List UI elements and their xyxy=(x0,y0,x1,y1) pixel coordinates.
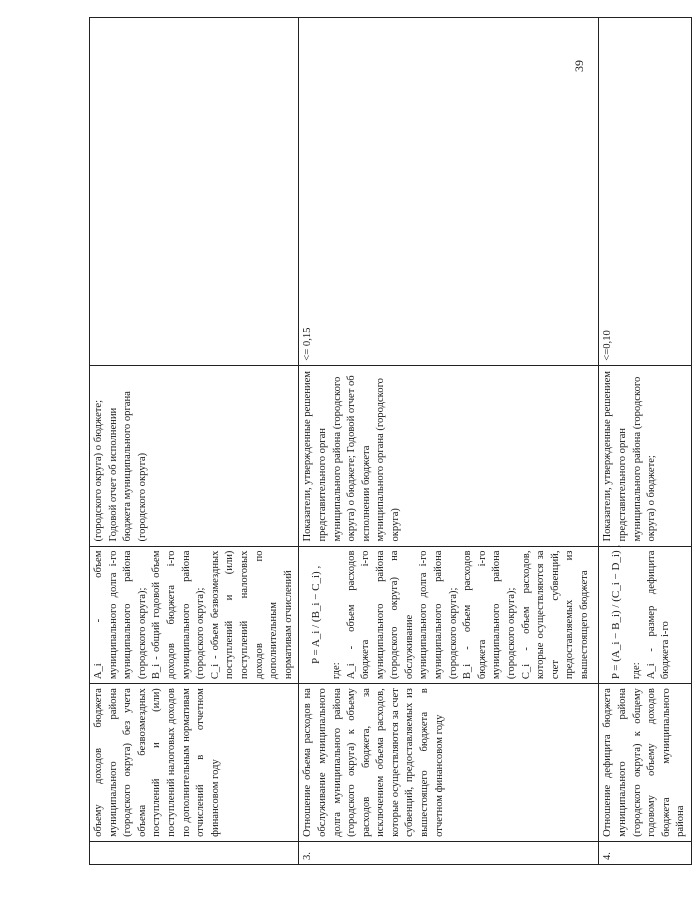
table-row xyxy=(599,18,692,865)
formula: P = A_i / (B_i − C_i) , xyxy=(310,565,323,664)
formula-cell xyxy=(90,546,299,684)
definition: B_i - объем расходов бюджета i-го муниципального района (городского округа); xyxy=(462,550,518,680)
table-row xyxy=(90,18,299,865)
where-label: где: xyxy=(330,662,342,680)
definition: B_i - общий годовой объем доходов бюджета i-го муниципального района (городского округа); xyxy=(151,550,207,680)
where-label: где: xyxy=(630,662,642,680)
threshold-cell xyxy=(90,18,299,366)
row-number: 4. xyxy=(599,841,692,864)
threshold-cell: <= 0,15 xyxy=(299,18,599,366)
definition: C_i - объем безвозмездных поступлений и (или) поступлений налоговых доходов по дополнительным нормативам отчислений xyxy=(209,550,294,680)
source-cell: Показатели, утвержденные решением представительного орган муниципального района (городского округа) о бюджете; xyxy=(599,365,692,546)
indicator-cell: Отношение объема расходов на обслуживание муниципального долга муниципального района (городского округа) к объему расходов бюджета, за исключением объема расходов, которые осуществляются за счет субвенций, предоставляемых из вышестоящего бюджета в отчетном финансовом году xyxy=(299,684,599,842)
row-number: 3. xyxy=(299,841,599,864)
rotated-page-content xyxy=(89,17,687,865)
threshold-cell: <=0,10 xyxy=(599,18,692,366)
row-number xyxy=(90,841,299,864)
definition: A_i - объем муниципального долга i-го муниципального района (городского округа); xyxy=(93,550,148,680)
formula-cell xyxy=(599,546,692,684)
page-number: 39 xyxy=(572,60,586,72)
indicator-cell: объему доходов бюджета муниципального района (городского округа) без учета объема безвозмездных поступлений и (или) поступлений налоговых доходов по дополнительным нормативам отчислений в отчетном финансовом году xyxy=(90,684,299,842)
formula: P = (A_i − B_i) / (C_i − D_i) , xyxy=(610,544,623,680)
indicators-table xyxy=(89,17,692,865)
source-cell: (городского округа) о бюджете; Годовой отчет об исполнении бюджета муниципального органа (городского округа) xyxy=(90,365,299,546)
indicator-cell: Отношение дефицита бюджета муниципального района (городского округа) к общему годовому объему доходов бюджета муниципального района xyxy=(599,684,692,842)
table-row xyxy=(299,18,599,865)
definition: C_i - объем расходов, которые осуществляются за счет субвенций, предоставляемых из вышестоящего бюджета xyxy=(520,550,590,680)
definition: A_i - размер дефицита бюджета i-го xyxy=(645,550,672,680)
formula-cell xyxy=(299,546,599,684)
source-cell: Показатели, утвержденные решением представительного орган муниципального района (городского округа) о бюджете; Годовой отчет об исполнении бюджета муниципального органа (городского округа) xyxy=(299,365,599,546)
definition: A_i - объем расходов бюджета i-го муниципального района (городского округа) на обслуживание муниципального долга i-го муниципального района (городского округа); xyxy=(345,550,459,680)
